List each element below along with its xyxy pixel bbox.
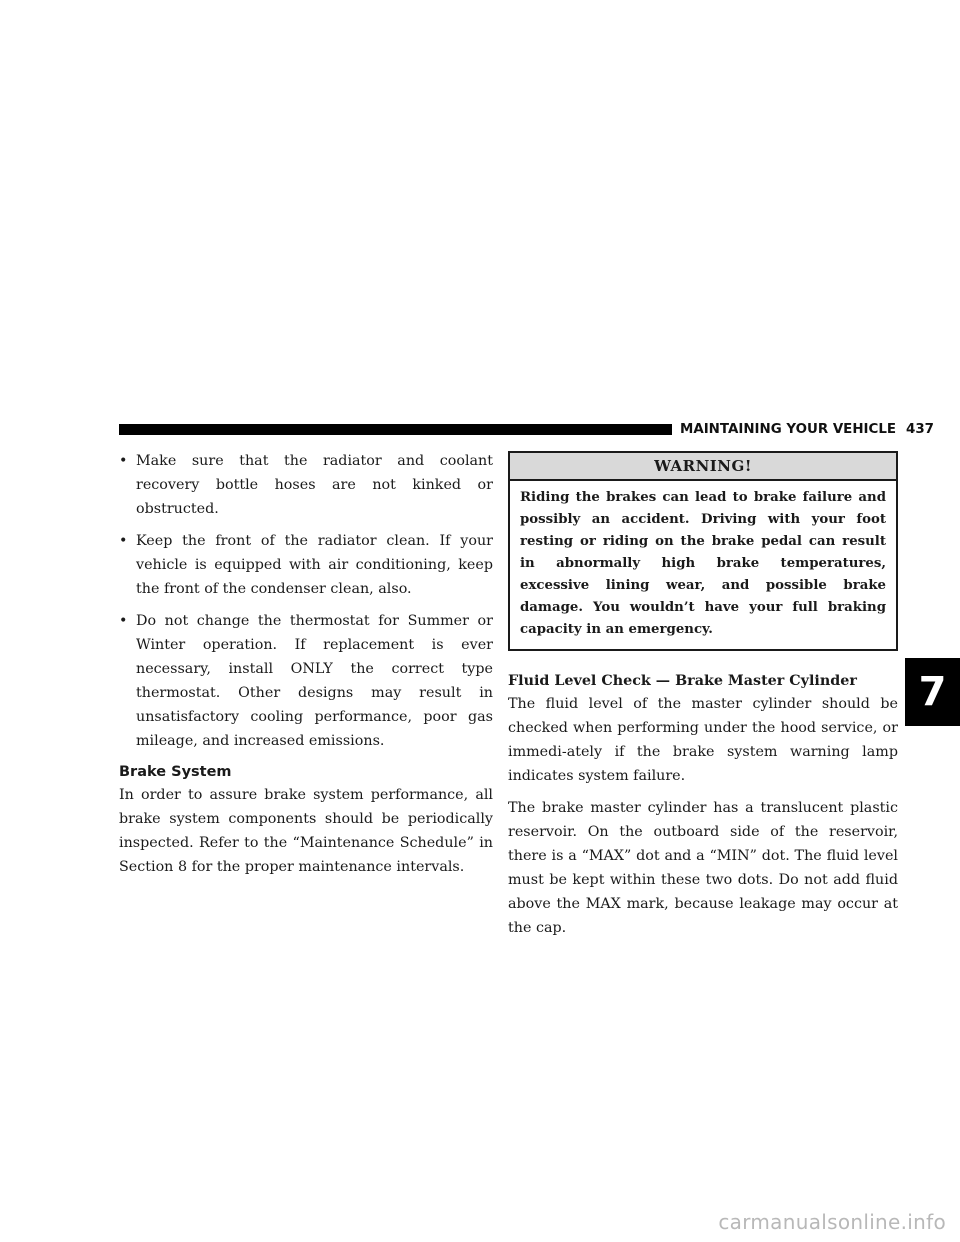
right-column	[508, 451, 898, 948]
fluid-level-heading: Fluid Level Check — Brake Master Cylinder	[508, 673, 857, 689]
fluid-level-paragraph-2: The brake master cylinder has a translucent plastic reservoir. On the outboard side of the reservoir, there is a “MAX” dot and a “MIN” dot. The fluid level must be kept within these two dots. Do not add fluid above the MAX mark, because leakage may occur at the cap.	[508, 800, 898, 936]
section-header-title: MAINTAINING YOUR VEHICLE	[680, 422, 897, 437]
list-item	[119, 449, 493, 521]
brake-system-paragraph: In order to assure brake system performance, all brake system components should be periodically inspected. Refer to the “Maintenance Schedule” in Section 8 for the proper maintenance intervals.	[119, 787, 493, 875]
list-item-text: Make sure that the radiator and coolant recovery bottle hoses are not kinked or obstructed.	[136, 453, 493, 517]
chapter-tab: 7	[905, 658, 960, 726]
warning-box	[508, 451, 898, 651]
list-item	[119, 609, 493, 753]
list-item-text: Keep the front of the radiator clean. If your vehicle is equipped with air conditioning, keep the front of the condenser clean, also.	[136, 533, 493, 597]
left-column	[119, 449, 493, 887]
warning-title: WARNING!	[510, 453, 896, 481]
header-rule	[119, 424, 672, 435]
bullet-icon: •	[119, 453, 128, 469]
list-item	[119, 529, 493, 601]
page-number: 437	[906, 422, 934, 437]
fluid-level-paragraph-1: The fluid level of the master cylinder should be checked when performing under the hood service, or immedi-ately if the brake system warning lamp indicates system failure.	[508, 696, 898, 784]
bullet-icon: •	[119, 533, 128, 549]
bullet-icon: •	[119, 613, 128, 629]
brake-system-heading: Brake System	[119, 764, 232, 780]
warning-body: Riding the brakes can lead to brake failure and possibly an accident. Driving with your foot resting or riding on the brake pedal can result in abnormally high brake temperatures, excessive lining wear, and possible brake damage. You wouldn’t have your full braking capacity in an emergency.	[520, 490, 886, 637]
running-header	[680, 421, 934, 438]
watermark: carmanualsonline.info	[718, 1210, 946, 1234]
cooling-tips-list	[119, 449, 493, 753]
list-item-text: Do not change the thermostat for Summer or Winter operation. If replacement is ever necessary, install ONLY the correct type thermostat. Other designs may result in unsatisfactory cooling performance, poor gas mileage, and increased emissions.	[136, 613, 493, 749]
